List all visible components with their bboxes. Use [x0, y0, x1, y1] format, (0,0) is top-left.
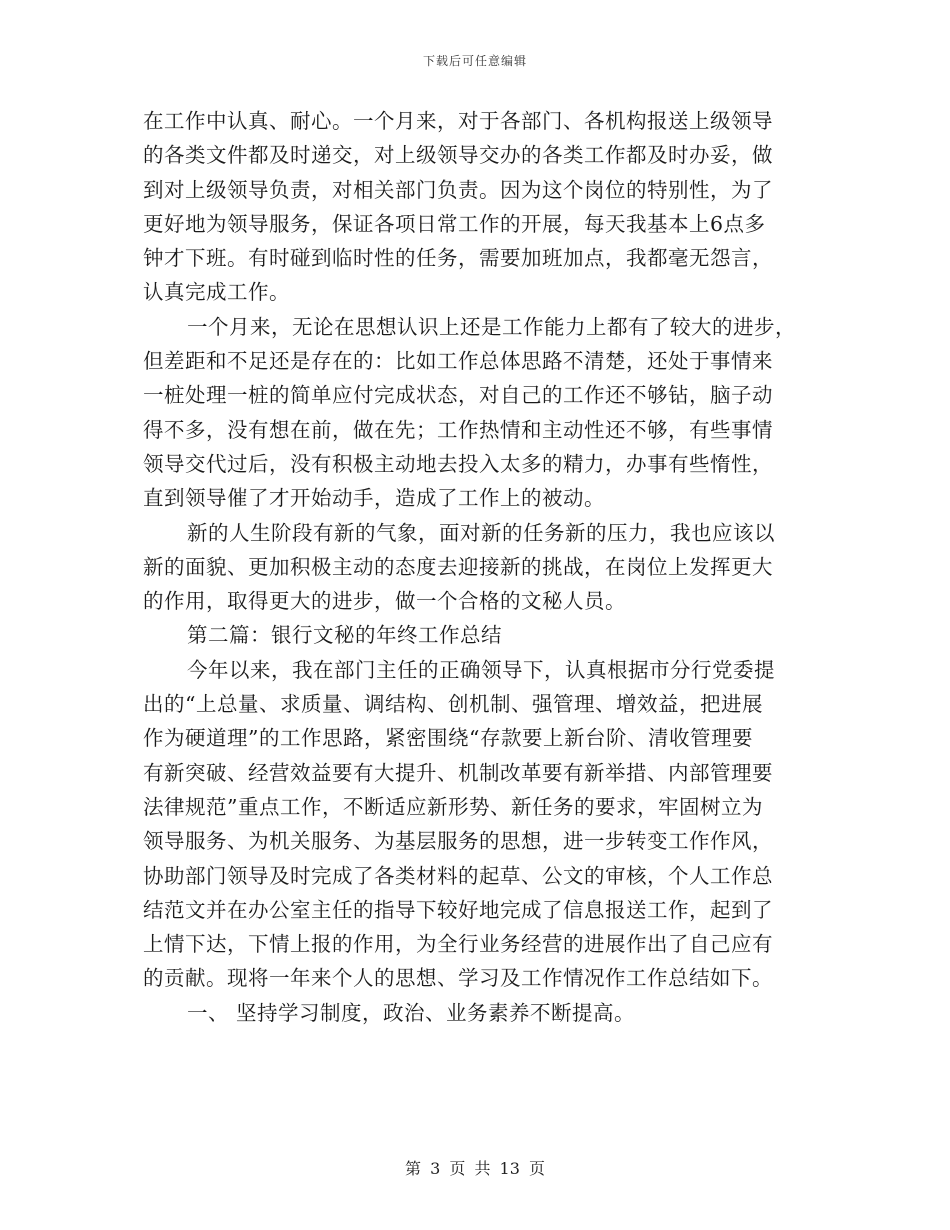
text-line: 领导交代过后，没有积极主动地去投入太多的精力，办事有些惰性， [143, 451, 773, 476]
text-line: 得不多，没有想在前，做在先；工作热情和主动性还不够，有些事情 [143, 417, 773, 442]
text-line: 协助部门领导及时完成了各类材料的起草、公文的审核，个人工作总 [143, 863, 773, 888]
text-line: 认真完成工作。 [143, 280, 290, 305]
text-line: 出的“上总量、求质量、调结构、创机制、强管理、增效益，把进展 [143, 692, 763, 717]
text-line: 法律规范”重点工作，不断适应新形势、新任务的要求，牢固树立为 [143, 794, 763, 819]
text-line: 直到领导催了才开始动手，造成了工作上的被动。 [143, 486, 605, 511]
text-line: 到对上级领导负责，对相关部门负责。因为这个岗位的特别性，为了 [143, 177, 773, 202]
section-heading: 第二篇：银行文秘的年终工作总结 [187, 623, 502, 648]
document-body [143, 104, 808, 1030]
text-line: 作为硬道理”的工作思路，紧密围绕“存款要上新台阶、清收管理要 [143, 726, 753, 751]
text-line: 结范文并在办公室主任的指导下较好地完成了信息报送工作，起到了 [143, 897, 773, 922]
text-line: 一桩处理一桩的简单应付完成状态，对自己的工作还不够钻，脑子动 [143, 383, 773, 408]
text-line: 钟才下班。有时碰到临时性的任务，需要加班加点，我都毫无怨言， [143, 246, 773, 271]
text-line: 但差距和不足还是存在的：比如工作总体思路不清楚，还处于事情来 [143, 349, 773, 374]
text-line: 有新突破、经营效益要有大提升、机制改革要有新举措、内部管理要 [143, 760, 773, 785]
text-line: 的贡献。现将一年来个人的思想、学习及工作情况作工作总结如下。 [143, 966, 773, 991]
page-header-note: 下载后可任意编辑 [422, 54, 527, 68]
text-line: 的各类文件都及时递交，对上级领导交办的各类工作都及时办妥，做 [143, 143, 773, 168]
text-line: 的作用，取得更大的进步，做一个合格的文秘人员。 [143, 589, 626, 614]
text-line: 新的面貌、更加积极主动的态度去迎接新的挑战，在岗位上发挥更大 [143, 554, 773, 579]
page-number-footer: 第 3 页 共 13 页 [405, 1159, 545, 1178]
subsection-heading: 一、 坚持学习制度，政治、业务素养不断提高。 [187, 1000, 636, 1025]
text-line: 上情下达，下情上报的作用，为全行业务经营的进展作出了自己应有 [143, 932, 773, 957]
text-line: 今年以来，我在部门主任的正确领导下，认真根据市分行党委提 [187, 657, 775, 682]
text-line: 领导服务、为机关服务、为基层服务的思想，进一步转变工作作风， [143, 829, 773, 854]
text-line: 更好地为领导服务，保证各项日常工作的开展，每天我基本上6点多 [143, 211, 766, 236]
text-line: 新的人生阶段有新的气象，面对新的任务新的压力，我也应该以 [187, 520, 775, 545]
text-line: 一个月来，无论在思想认识上还是工作能力上都有了较大的进步， [187, 314, 796, 339]
text-line: 在工作中认真、耐心。一个月来，对于各部门、各机构报送上级领导 [143, 109, 773, 133]
